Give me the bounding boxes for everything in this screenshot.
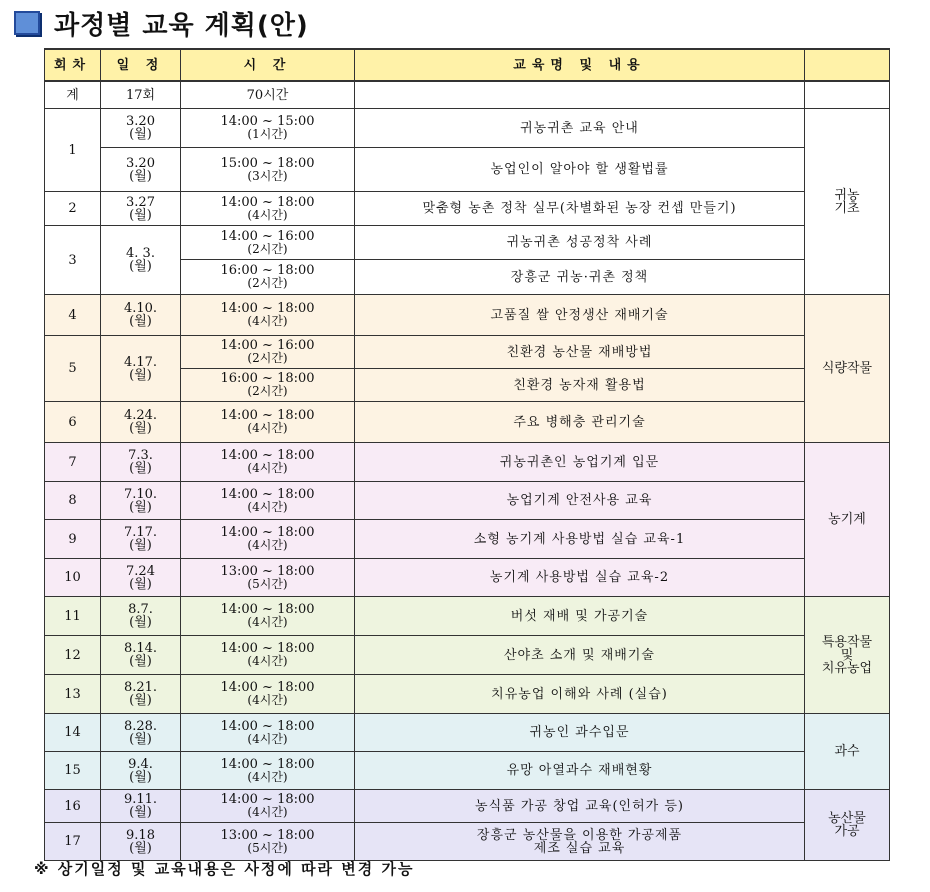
- time-duration: (2시간): [247, 351, 288, 365]
- schedule-row: [45, 148, 890, 192]
- total-row: [45, 81, 890, 109]
- session-date: 3.20 (월): [101, 109, 181, 148]
- session-title: 장흥군 귀농·귀촌 정책: [355, 260, 805, 295]
- session-time: [181, 636, 355, 675]
- schedule-row: [45, 823, 890, 861]
- session-date: 9.18 (월): [101, 823, 181, 861]
- category-label: 과수: [805, 714, 890, 790]
- session-title: 치유농업 이해와 사례 (실습): [355, 675, 805, 714]
- session-time: [181, 823, 355, 861]
- session-title: 농업기계 안전사용 교육: [355, 482, 805, 520]
- header-row: [45, 49, 890, 81]
- schedule-row: [45, 636, 890, 675]
- round-number: 16: [45, 790, 101, 823]
- time-range: 14:00 ~ 18:00: [220, 194, 315, 210]
- header-date: 일 정: [101, 49, 181, 81]
- time-range: 14:00 ~ 18:00: [220, 756, 315, 772]
- round-number: 5: [45, 336, 101, 402]
- total-blank: [355, 81, 805, 109]
- round-number: 4: [45, 295, 101, 336]
- time-range: 14:00 ~ 18:00: [220, 525, 315, 540]
- session-title: 주요 병해충 관리기술: [355, 402, 805, 443]
- time-duration: (4시간): [247, 421, 288, 435]
- round-number: 11: [45, 597, 101, 636]
- schedule-row: [45, 559, 890, 597]
- session-date: 9.11. (월): [101, 790, 181, 823]
- schedule-row: [45, 402, 890, 443]
- schedule-row: [45, 192, 890, 226]
- category-label: 식량작물: [805, 295, 890, 443]
- round-number: 17: [45, 823, 101, 861]
- session-title: 귀농귀촌 성공정착 사례: [355, 226, 805, 260]
- session-time: [181, 369, 355, 402]
- time-range: 14:00 ~ 18:00: [220, 486, 315, 502]
- round-number: 6: [45, 402, 101, 443]
- time-range: 16:00 ~ 18:00: [220, 263, 315, 278]
- footnote: ※ 상기일정 및 교육내용은 사정에 따라 변경 가능: [34, 860, 415, 878]
- time-range: 15:00 ~ 18:00: [220, 155, 315, 171]
- session-title: 귀농인 과수입문: [355, 714, 805, 752]
- time-duration: (4시간): [247, 499, 288, 514]
- education-schedule-table: [44, 48, 890, 861]
- time-range: 14:00 ~ 18:00: [220, 301, 315, 316]
- session-date: 4.24. (월): [101, 402, 181, 443]
- session-title: 농기계 사용방법 실습 교육-2: [355, 559, 805, 597]
- time-duration: (5시간): [247, 840, 288, 855]
- session-title: 산야초 소개 및 재배기술: [355, 636, 805, 675]
- round-number: 9: [45, 520, 101, 559]
- session-title: 맞춤형 농촌 정착 실무(차별화된 농장 컨셉 만들기): [355, 192, 805, 226]
- session-title: 농식품 가공 창업 교육(인허가 등): [355, 790, 805, 823]
- session-title: 버섯 재배 및 가공기술: [355, 597, 805, 636]
- time-duration: (2시간): [247, 384, 288, 398]
- session-time: [181, 714, 355, 752]
- session-date: 7.24 (월): [101, 559, 181, 597]
- round-number: 10: [45, 559, 101, 597]
- round-number: 8: [45, 482, 101, 520]
- category-label: 농기계: [805, 443, 890, 597]
- time-range: 14:00 ~ 18:00: [220, 448, 315, 463]
- time-duration: (4시간): [247, 731, 288, 746]
- session-time: [181, 443, 355, 482]
- total-blank: [805, 81, 890, 109]
- session-date: 4. 3. (월): [101, 226, 181, 295]
- session-title: 귀농귀촌인 농업기계 입문: [355, 443, 805, 482]
- session-time: [181, 295, 355, 336]
- session-time: [181, 675, 355, 714]
- category-label: 귀농 기초: [805, 109, 890, 295]
- category-label: 특용작물 및 치유농업: [805, 597, 890, 714]
- header-time: 시 간: [181, 49, 355, 81]
- time-range: 14:00 ~ 15:00: [220, 114, 315, 129]
- time-duration: (4시간): [247, 615, 288, 629]
- time-duration: (1시간): [247, 127, 288, 141]
- session-time: [181, 226, 355, 260]
- time-range: 16:00 ~ 18:00: [220, 371, 315, 386]
- session-title: 장흥군 농산물을 이용한 가공제품 제조 실습 교육: [355, 823, 805, 861]
- time-duration: (4시간): [247, 314, 288, 328]
- time-range: 13:00 ~ 18:00: [220, 563, 315, 579]
- header-content: 교육명 및 내용: [355, 49, 805, 81]
- schedule-row: [45, 752, 890, 790]
- round-number: 3: [45, 226, 101, 295]
- schedule-row: [45, 520, 890, 559]
- session-time: [181, 520, 355, 559]
- session-time: [181, 752, 355, 790]
- schedule-row: [45, 597, 890, 636]
- time-range: 14:00 ~ 16:00: [220, 228, 315, 244]
- schedule-row: [45, 482, 890, 520]
- session-time: [181, 790, 355, 823]
- title-row: [14, 6, 309, 40]
- session-time: [181, 148, 355, 192]
- session-date: 7.10. (월): [101, 482, 181, 520]
- round-number: 12: [45, 636, 101, 675]
- time-range: 14:00 ~ 18:00: [220, 641, 315, 656]
- time-range: 13:00 ~ 18:00: [220, 827, 315, 843]
- session-time: [181, 559, 355, 597]
- schedule-row: [45, 336, 890, 369]
- round-number: 1: [45, 109, 101, 192]
- session-date: 7.3. (월): [101, 443, 181, 482]
- session-date: 7.17. (월): [101, 520, 181, 559]
- session-date: 4.17. (월): [101, 336, 181, 402]
- time-range: 14:00 ~ 18:00: [220, 602, 315, 617]
- session-date: 3.20 (월): [101, 148, 181, 192]
- schedule-row: [45, 443, 890, 482]
- header-round: 회차: [45, 49, 101, 81]
- time-duration: (3시간): [247, 168, 288, 183]
- schedule-row: [45, 675, 890, 714]
- session-time: [181, 192, 355, 226]
- time-duration: (4시간): [247, 461, 288, 475]
- time-duration: (4시간): [247, 769, 288, 784]
- session-date: 8.7. (월): [101, 597, 181, 636]
- time-duration: (2시간): [247, 241, 288, 256]
- round-number: 14: [45, 714, 101, 752]
- time-range: 14:00 ~ 18:00: [220, 718, 315, 734]
- square-bullet-icon: [14, 11, 40, 35]
- total-count: 17회: [101, 81, 181, 109]
- total-label: 계: [45, 81, 101, 109]
- time-duration: (5시간): [247, 576, 288, 591]
- schedule-row: [45, 790, 890, 823]
- header-category: [805, 49, 890, 81]
- session-time: [181, 260, 355, 295]
- time-range: 14:00 ~ 18:00: [220, 408, 315, 423]
- session-date: 8.28. (월): [101, 714, 181, 752]
- time-duration: (2시간): [247, 276, 288, 290]
- schedule-row: [45, 295, 890, 336]
- session-date: 9.4. (월): [101, 752, 181, 790]
- time-duration: (4시간): [247, 693, 288, 707]
- session-title: 유망 아열과수 재배현황: [355, 752, 805, 790]
- session-title: 친환경 농산물 재배방법: [355, 336, 805, 369]
- round-number: 7: [45, 443, 101, 482]
- page-title: 과정별 교육 계획(안): [54, 10, 309, 41]
- time-range: 14:00 ~ 18:00: [220, 792, 315, 807]
- session-time: [181, 336, 355, 369]
- round-number: 2: [45, 192, 101, 226]
- schedule-row: [45, 226, 890, 260]
- session-date: 8.14. (월): [101, 636, 181, 675]
- total-hours: 70시간: [181, 81, 355, 109]
- time-duration: (4시간): [247, 654, 288, 668]
- session-time: [181, 109, 355, 148]
- session-title: 소형 농기계 사용방법 실습 교육-1: [355, 520, 805, 559]
- schedule-row: [45, 714, 890, 752]
- session-time: [181, 597, 355, 636]
- session-date: 3.27 (월): [101, 192, 181, 226]
- schedule-row: [45, 109, 890, 148]
- session-title: 고품질 쌀 안정생산 재배기술: [355, 295, 805, 336]
- time-duration: (4시간): [247, 538, 288, 552]
- time-duration: (4시간): [247, 805, 288, 819]
- session-time: [181, 402, 355, 443]
- session-time: [181, 482, 355, 520]
- round-number: 15: [45, 752, 101, 790]
- session-date: 4.10. (월): [101, 295, 181, 336]
- session-title: 농업인이 알아야 할 생활법률: [355, 148, 805, 192]
- round-number: 13: [45, 675, 101, 714]
- time-range: 14:00 ~ 18:00: [220, 680, 315, 695]
- session-title: 귀농귀촌 교육 안내: [355, 109, 805, 148]
- time-duration: (4시간): [247, 207, 288, 222]
- session-title: 친환경 농자재 활용법: [355, 369, 805, 402]
- time-range: 14:00 ~ 16:00: [220, 338, 315, 353]
- category-label: 농산물 가공: [805, 790, 890, 861]
- session-date: 8.21. (월): [101, 675, 181, 714]
